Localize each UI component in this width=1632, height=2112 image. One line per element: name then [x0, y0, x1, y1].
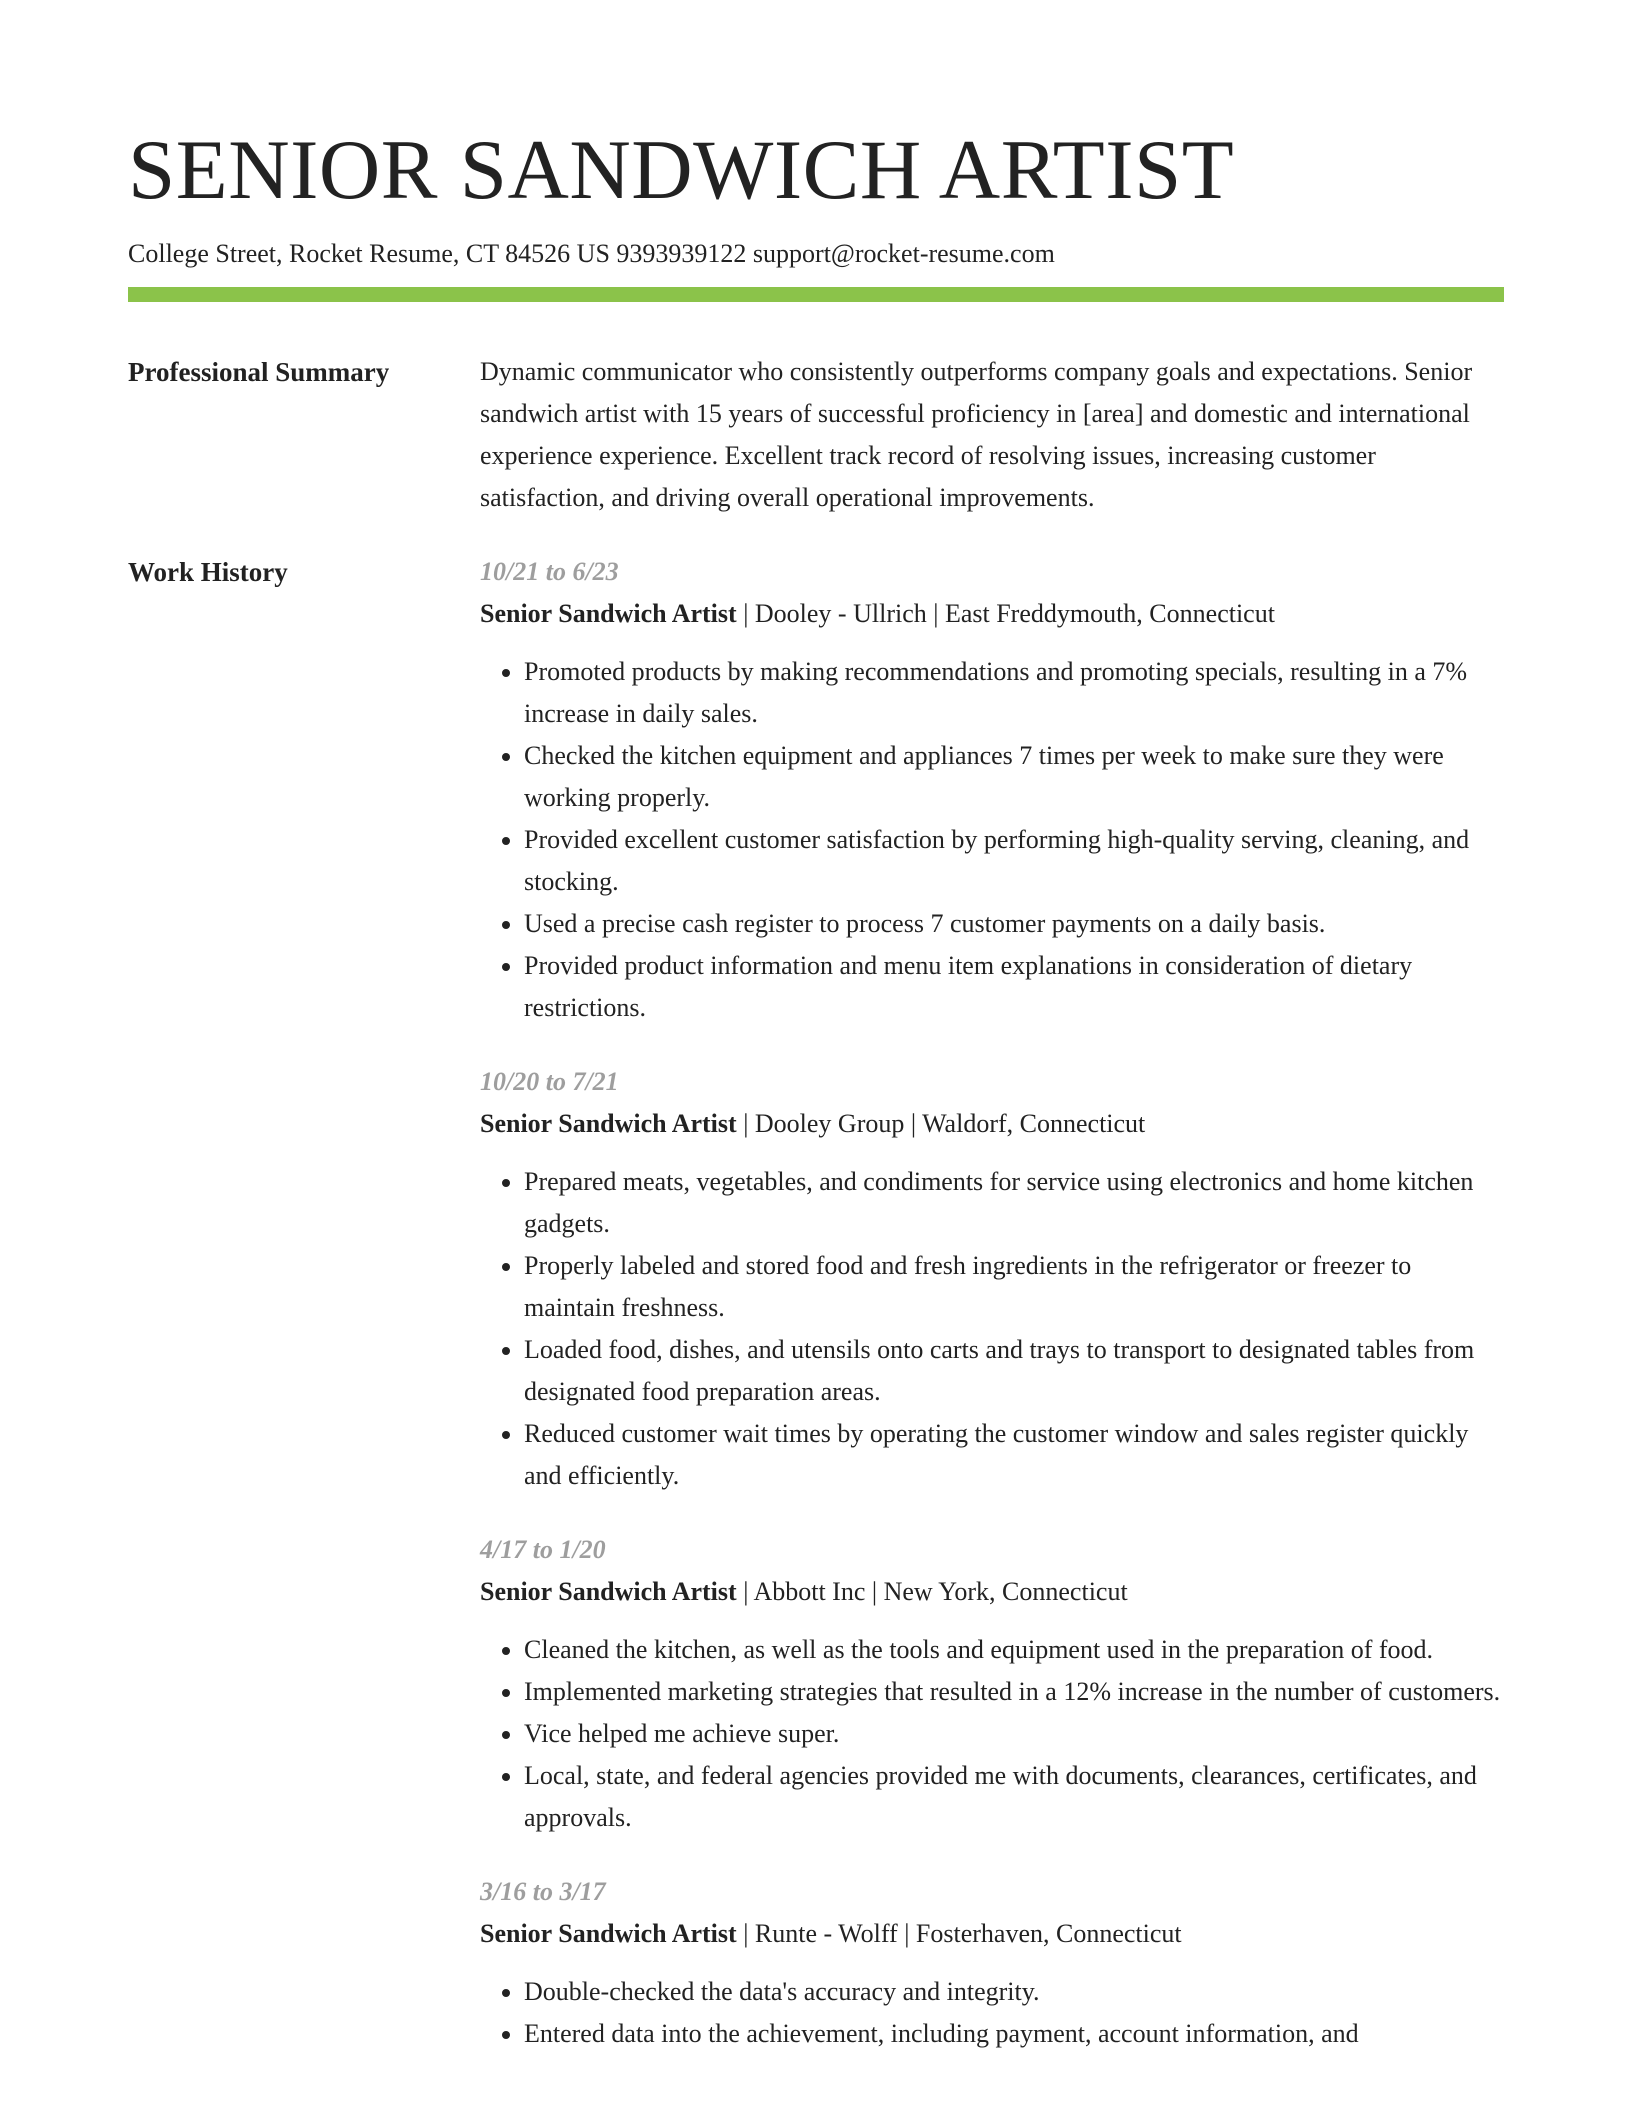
job-entry [480, 1529, 1504, 1839]
job-bullets [480, 651, 1504, 1029]
job-title-line [480, 1913, 1504, 1955]
work-history-section [128, 551, 1504, 2087]
job-bullets [480, 1161, 1504, 1497]
job-entry [480, 1061, 1504, 1497]
job-entry [480, 1871, 1504, 2055]
job-bullets [480, 1629, 1504, 1839]
job-bullet: • Provided excellent customer satisfaction by performing high-quality serving, cleaning, and stocking. [524, 819, 1504, 903]
contact-line: College Street, Rocket Resume, CT 84526 US 9393939122 support@rocket-resume.com [128, 239, 1055, 268]
professional-summary-section [128, 351, 1504, 519]
resume-page [128, 0, 1504, 2087]
job-bullet: • Reduced customer wait times by operating the customer window and sales register quickly and efficiently. [524, 1413, 1504, 1497]
job-bullet: • Entered data into the achievement, including payment, account information, and [524, 2013, 1504, 2055]
job-details: | Abbott Inc | New York, Connecticut [736, 1577, 1128, 1606]
job-bullet: • Cleaned the kitchen, as well as the tools and equipment used in the preparation of food. [524, 1629, 1504, 1671]
job-details: | Dooley Group | Waldorf, Connecticut [736, 1109, 1146, 1138]
job-entry [480, 551, 1504, 1029]
job-bullet: • Promoted products by making recommendations and promoting specials, resulting in a 7% increase in daily sales. [524, 651, 1504, 735]
job-title: Senior Sandwich Artist [480, 1919, 737, 1948]
job-bullet: • Used a precise cash register to process 7 customer payments on a daily basis. [524, 903, 1504, 945]
summary-text: Dynamic communicator who consistently outperforms company goals and expectations. Senior sandwich artist with 15 years of successful proficiency in [area] and domestic and international experience experience. Excellent track record of resolving issues, increasing customer satisfaction, and driving overall operational improvements. [480, 357, 1473, 512]
job-details: | Runte - Wolff | Fosterhaven, Connecticut [736, 1919, 1182, 1948]
job-title: Senior Sandwich Artist [480, 1109, 737, 1138]
job-bullet: • Provided product information and menu item explanations in consideration of dietary restrictions. [524, 945, 1504, 1029]
job-bullet: • Vice helped me achieve super. [524, 1713, 1504, 1755]
job-bullet: • Double-checked the data's accuracy and integrity. [524, 1971, 1504, 2013]
job-title: Senior Sandwich Artist [480, 599, 737, 628]
section-label-work-history: Work History [128, 557, 288, 587]
job-bullets [480, 1971, 1504, 2055]
section-label-summary: Professional Summary [128, 357, 390, 387]
job-title-line [480, 1571, 1504, 1613]
job-dates: 10/21 to 6/23 [480, 557, 619, 586]
job-details: | Dooley - Ullrich | East Freddymouth, Connecticut [736, 599, 1275, 628]
job-bullet: • Implemented marketing strategies that resulted in a 12% increase in the number of customers. [524, 1671, 1504, 1713]
work-history-body [480, 551, 1504, 2087]
resume-name: SENIOR SANDWICH ARTIST [128, 123, 1235, 217]
summary-body [480, 351, 1504, 519]
job-bullet: • Loaded food, dishes, and utensils onto carts and trays to transport to designated tables from designated food preparation areas. [524, 1329, 1504, 1413]
job-bullet: • Prepared meats, vegetables, and condiments for service using electronics and home kitchen gadgets. [524, 1161, 1504, 1245]
job-dates: 10/20 to 7/21 [480, 1067, 619, 1096]
job-bullet: • Properly labeled and stored food and fresh ingredients in the refrigerator or freezer to maintain freshness. [524, 1245, 1504, 1329]
job-title-line [480, 593, 1504, 635]
job-title-line [480, 1103, 1504, 1145]
job-dates: 3/16 to 3/17 [480, 1877, 606, 1906]
header-divider [128, 287, 1504, 302]
job-bullet: • Local, state, and federal agencies provided me with documents, clearances, certificates, and approvals. [524, 1755, 1504, 1839]
job-bullet: • Checked the kitchen equipment and appliances 7 times per week to make sure they were working properly. [524, 735, 1504, 819]
job-dates: 4/17 to 1/20 [480, 1535, 606, 1564]
job-title: Senior Sandwich Artist [480, 1577, 737, 1606]
